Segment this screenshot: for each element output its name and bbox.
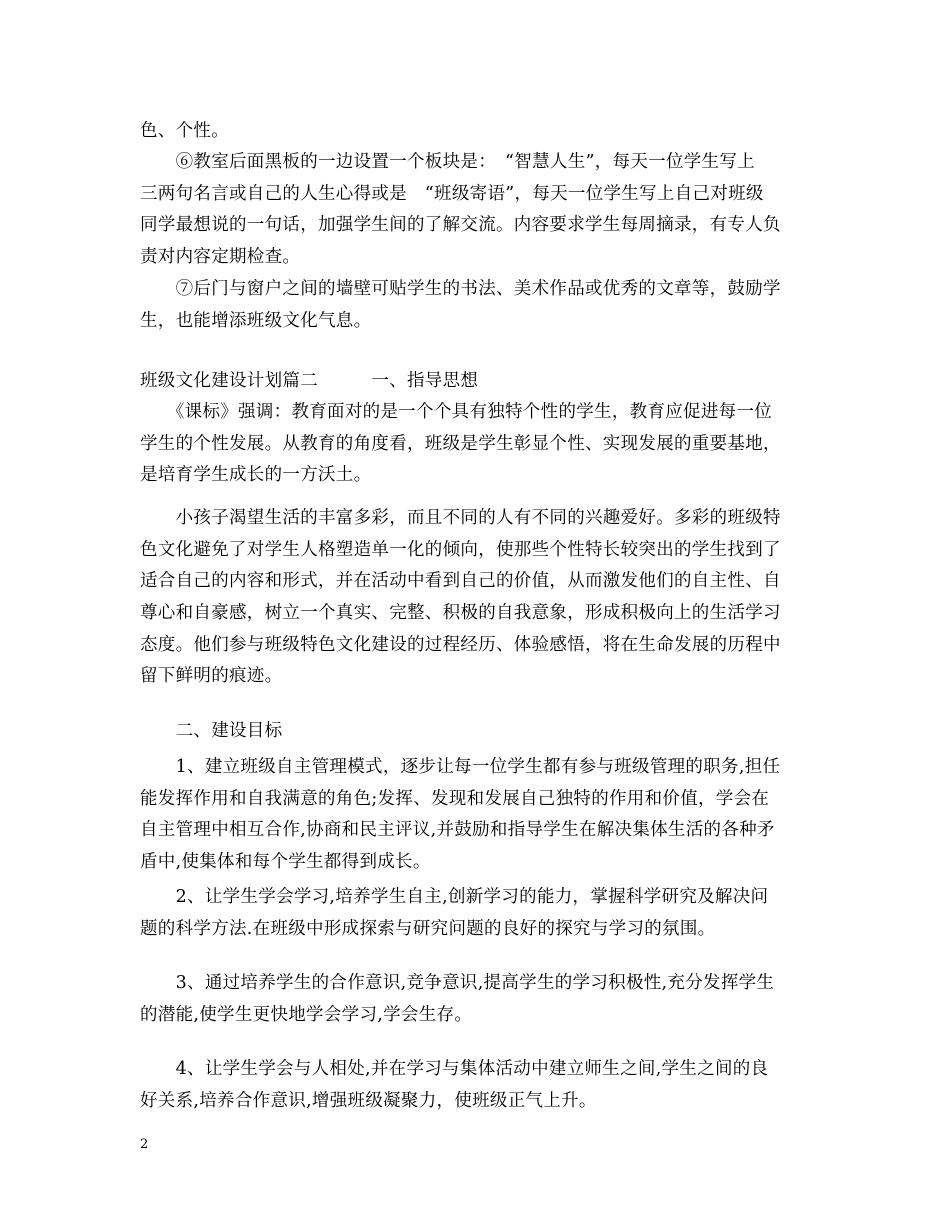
paragraph [140, 397, 820, 492]
text-line: 生，也能增添班级文化气息。 [140, 310, 372, 331]
paragraph [140, 882, 820, 945]
text-line: 2、让学生学会学习,培养学生自主,创新学习的能力，掌握科学研究及解决问 [140, 887, 769, 907]
text-line: 适合自己的内容和形式，并在活动中看到自己的价值，从而激发他们的自主性、自 [140, 571, 781, 592]
paragraph [140, 274, 820, 337]
text-line: 同学最想说的一句话，加强学生间的了解交流。内容要求学生每周摘录，有专人负 [140, 215, 781, 236]
text-line: 留下鲜明的痕迹。 [140, 666, 283, 687]
paragraph [140, 116, 820, 148]
text-line: 三两句名言或自己的人生心得或是 “班级寄语”，每天一位学生写上自己对班级 [140, 183, 764, 204]
text-line: 盾中,使集体和每个学生都得到成长。 [140, 852, 431, 873]
text-line: 学生的个性发展。从教育的角度看，班级是学生彰显个性、实现发展的重要基地， [140, 433, 781, 454]
text-line: 能发挥作用和自我满意的角色;发挥、发现和发展自己独特的作用和价值，学会在 [140, 788, 770, 809]
text-line: 自主管理中相互合作,协商和民主评议,并鼓励和指导学生在解决集体生活的各种矛 [140, 820, 775, 841]
text-line: 态度。他们参与班级特色文化建设的过程经历、体验感悟，将在生命发展的历程中 [140, 634, 781, 655]
text-line: 3、通过培养学生的合作意识,竞争意识,提高学生的学习积极性,充分发挥学生 [140, 973, 775, 993]
text-line: 是培育学生成长的一方沃土。 [140, 465, 372, 486]
paragraph [140, 968, 820, 1031]
text-line: 《课标》强调：教育面对的是一个个具有独特个性的学生，教育应促进每一位 [140, 402, 773, 422]
text-line: ⑦后门与窗户之间的墙壁可贴学生的书法、美术作品或优秀的文章等，鼓励学 [140, 279, 781, 299]
paragraph [140, 716, 820, 748]
text-line: 4、让学生学会与人相处,并在学习与集体活动中建立师生之间,学生之间的良 [140, 1059, 769, 1079]
text-line: 题的科学方法.在班级中形成探索与研究问题的良好的探究与学习的氛围。 [140, 918, 716, 939]
paragraph [140, 147, 820, 274]
text-line: 责对内容定期检查。 [140, 247, 301, 268]
text-line: 尊心和自豪感，树立一个真实、完整、积极的自我意象，形成积极向上的生活学习 [140, 603, 781, 624]
text-line: 色文化避免了对学生人格塑造单一化的倾向，使那些个性特长较突出的学生找到了 [140, 539, 781, 560]
text-line: 二、建设目标 [140, 721, 283, 741]
text-line: ⑥教室后面黑板的一边设置一个板块是： “智慧人生”，每天一位学生写上 [140, 152, 755, 172]
page-number: 2 [140, 1137, 149, 1152]
text-line: 色、个性。 [140, 121, 229, 141]
paragraph [140, 752, 820, 879]
text-line: 班级文化建设计划篇二 一、指导思想 [140, 371, 479, 391]
text-line: 好关系,培养合作意识,增强班级凝聚力，使班级正气上升。 [140, 1090, 597, 1111]
text-line: 的潜能,使学生更快地学会学习,学会生存。 [140, 1004, 473, 1025]
text-line: 1、建立班级自主管理模式，逐步让每一位学生都有参与班级管理的职务,担任 [140, 757, 781, 777]
text-line: 小孩子渴望生活的丰富多彩，而且不同的人有不同的兴趣爱好。多彩的班级特 [140, 508, 781, 528]
paragraph [140, 503, 820, 693]
paragraph [140, 1054, 820, 1117]
paragraph [140, 366, 820, 398]
